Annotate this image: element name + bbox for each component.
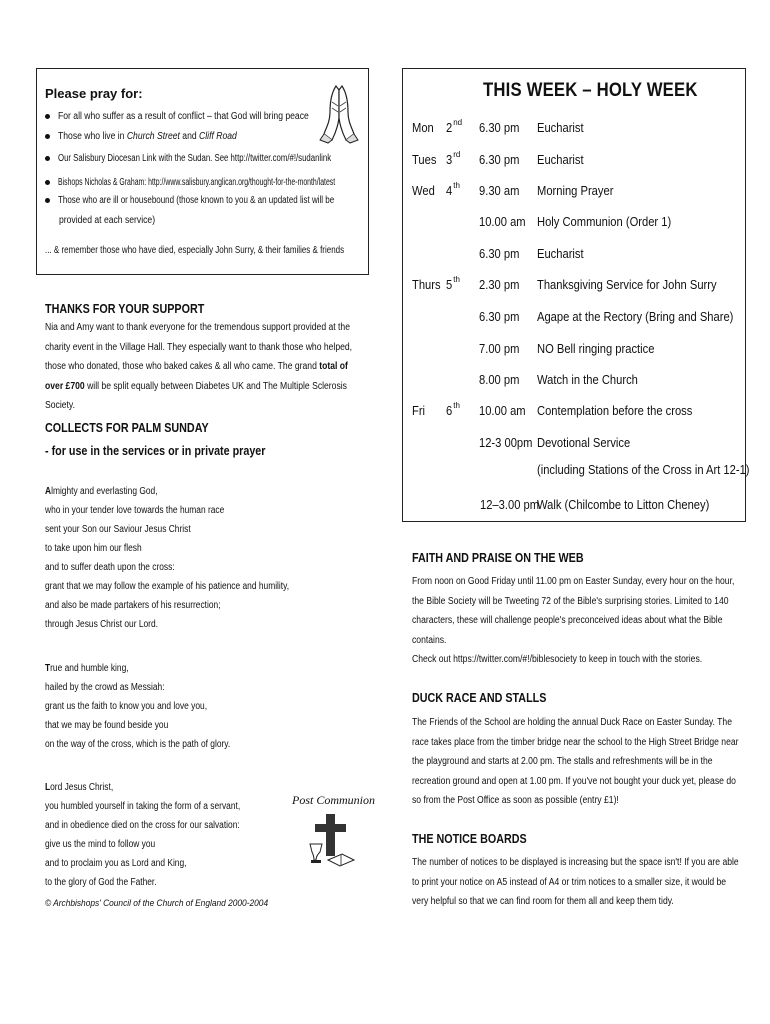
schedule-date: 4th bbox=[446, 181, 460, 198]
copyright-text: © Archbishops' Council of the Church of England 2000-2004 bbox=[45, 898, 269, 909]
schedule-event: (including Stations of the Cross in Art 12-1) bbox=[537, 462, 750, 477]
schedule-time: 6.30 pm bbox=[479, 309, 520, 324]
duck-text: The Friends of the School are holding the annual Duck Race on Easter Sunday. The race takes place from the timber bridge near the school to the High Street Bridge near the playground and starts at 2.00 pm. The stalls and refreshments will be in the recreation ground and open at 1.00 pm. If you've not bought your duck yet, please do so from the Post Office as soon as possible (entry £1)! bbox=[412, 717, 739, 807]
collect-text bbox=[45, 482, 289, 634]
prayer-item: Our Salisbury Diocesan Link with the Sudan. See http://twitter.com/#!/sudanlink bbox=[45, 153, 408, 164]
collect-line: and also be made partakers of his resurrection; bbox=[45, 600, 221, 611]
prayer-title: Please pray for: bbox=[45, 86, 143, 101]
notice-text: The number of notices to be displayed is increasing but the space isn't! If you are able to print your notice on A5 instead of A4 or trim notices to a smaller size, it would be very helpful so that we can find room for them all and keep them tidy. bbox=[412, 857, 739, 908]
collect-text bbox=[45, 659, 230, 754]
bullet-icon bbox=[45, 156, 50, 161]
schedule-event: Contemplation before the cross bbox=[537, 403, 693, 418]
date-suffix: th bbox=[453, 401, 460, 410]
date-suffix: nd bbox=[453, 118, 463, 127]
schedule-time: 12-3 00pm bbox=[479, 435, 533, 450]
schedule-event: Eucharist bbox=[537, 246, 584, 261]
bullet-icon bbox=[45, 198, 50, 203]
prayer-item: Those who are ill or housebound (those known to you & an updated list will be bbox=[45, 195, 403, 206]
collect-line: who in your tender love towards the human race bbox=[45, 505, 225, 516]
collect-line: and to proclaim you as Lord and King, bbox=[45, 858, 187, 869]
schedule-day: Wed bbox=[412, 183, 435, 198]
collect-line: give us the mind to follow you bbox=[45, 839, 156, 850]
collect-line: sent your Son our Saviour Jesus Christ bbox=[45, 524, 191, 535]
collect-line: through Jesus Christ our Lord. bbox=[45, 619, 158, 630]
bullet-icon bbox=[45, 114, 50, 119]
collect-line: to the glory of God the Father. bbox=[45, 877, 157, 888]
collect-line: Lord Jesus Christ, bbox=[45, 782, 114, 793]
schedule-event: Holy Communion (Order 1) bbox=[537, 214, 672, 229]
schedule-date: 3rd bbox=[446, 150, 461, 167]
collect-line: grant that we may follow the example of his patience and humility, bbox=[45, 581, 290, 592]
faith-text: From noon on Good Friday until 11.00 pm on Easter Sunday, every hour on the hour, the Bible Society will be Tweeting 72 of the Bible's surprising stories. Limited to 140 characters, these will challenge people's preconceived ideas about what the Bible contains. Check out https://twitter.com/#!/biblesociety to keep in touch with the stories. bbox=[412, 576, 735, 666]
collect-line: to take upon him our flesh bbox=[45, 543, 142, 554]
schedule-event: Thanksgiving Service for John Surry bbox=[537, 277, 717, 292]
this-week-box bbox=[402, 68, 746, 522]
collect-line: Almighty and everlasting God, bbox=[45, 486, 158, 497]
prayer-item-continuation: provided at each service) bbox=[59, 215, 156, 226]
schedule-day: Mon bbox=[412, 120, 434, 135]
collect-line: and to suffer death upon the cross: bbox=[45, 562, 175, 573]
schedule-time: 6.30 pm bbox=[479, 246, 520, 261]
schedule-time: 10.00 am bbox=[479, 403, 526, 418]
bullet-icon bbox=[45, 180, 50, 185]
schedule-time: 6.30 pm bbox=[479, 152, 520, 167]
collect-line: that we may be found beside you bbox=[45, 720, 169, 731]
collect-line: on the way of the cross, which is the path of glory. bbox=[45, 739, 231, 750]
schedule-event: Watch in the Church bbox=[537, 372, 638, 387]
schedule-event: Morning Prayer bbox=[537, 183, 614, 198]
prayer-item: Bishops Nicholas & Graham: http://www.salisbury.anglican.org/thought-for-the-month/latest bbox=[45, 177, 460, 188]
schedule-time: 9.30 am bbox=[479, 183, 520, 198]
schedule-event: Devotional Service bbox=[537, 435, 631, 450]
schedule-date: 2nd bbox=[446, 118, 463, 135]
collect-line: and in obedience died on the cross for our salvation: bbox=[45, 820, 240, 831]
schedule-event: Eucharist bbox=[537, 152, 584, 167]
schedule-day: Thurs bbox=[412, 277, 441, 292]
date-suffix: rd bbox=[453, 150, 461, 159]
schedule-event: Walk (Chilcombe to Litton Cheney) bbox=[537, 497, 710, 512]
prayer-item: For all who suffer as a result of conflict – that God will bring peace bbox=[45, 111, 350, 122]
this-week-title: THIS WEEK – HOLY WEEK bbox=[483, 80, 698, 101]
schedule-event: Eucharist bbox=[537, 120, 584, 135]
bullet-icon bbox=[45, 134, 50, 139]
collects-subtitle: - for use in the services or in private prayer bbox=[45, 444, 266, 458]
praying-hands-icon bbox=[318, 82, 362, 144]
schedule-time: 7.00 pm bbox=[479, 341, 520, 356]
cross-chalice-bible-icon bbox=[306, 812, 356, 872]
schedule-date: 5th bbox=[446, 275, 460, 292]
collect-line: you humbled yourself in taking the form of a servant, bbox=[45, 801, 241, 812]
schedule-time: 12–3.00 pm bbox=[480, 497, 540, 512]
schedule-time: 10.00 am bbox=[479, 214, 526, 229]
schedule-time: 8.00 pm bbox=[479, 372, 520, 387]
thanks-text: Nia and Amy want to thank everyone for the tremendous support provided at the charity event in the Village Hall. They especially want to thank those who helped, those who donated, those who baked cakes & all who came. The grand total of over £700 will be split equally between Diabetes UK and The Multiple Sclerosis Society. bbox=[45, 322, 353, 412]
collect-text bbox=[45, 778, 240, 892]
post-communion-label: Post Communion bbox=[292, 793, 376, 807]
collect-line: hailed by the crowd as Messiah: bbox=[45, 682, 165, 693]
schedule-time: 6.30 pm bbox=[479, 120, 520, 135]
date-suffix: th bbox=[453, 275, 460, 284]
schedule-event: NO Bell ringing practice bbox=[537, 341, 655, 356]
schedule-date: 6th bbox=[446, 401, 460, 418]
notice-heading: THE NOTICE BOARDS bbox=[412, 832, 527, 846]
collect-line: True and humble king, bbox=[45, 663, 129, 674]
schedule-day: Fri bbox=[412, 403, 426, 418]
prayer-item: Those who live in Church Street and Cliff Road bbox=[45, 131, 266, 142]
collect-line: grant us the faith to know you and love you, bbox=[45, 701, 208, 712]
schedule-time: 2.30 pm bbox=[479, 277, 520, 292]
faith-heading: FAITH AND PRAISE ON THE WEB bbox=[412, 551, 584, 565]
date-suffix: th bbox=[453, 181, 460, 190]
thanks-heading: THANKS FOR YOUR SUPPORT bbox=[45, 302, 205, 316]
prayer-remember: ... & remember those who have died, especially John Surry, & their families & friends bbox=[45, 245, 345, 256]
collects-heading: COLLECTS FOR PALM SUNDAY bbox=[45, 421, 209, 435]
schedule-day: Tues bbox=[412, 152, 437, 167]
duck-heading: DUCK RACE AND STALLS bbox=[412, 691, 547, 705]
schedule-event: Agape at the Rectory (Bring and Share) bbox=[537, 309, 734, 324]
